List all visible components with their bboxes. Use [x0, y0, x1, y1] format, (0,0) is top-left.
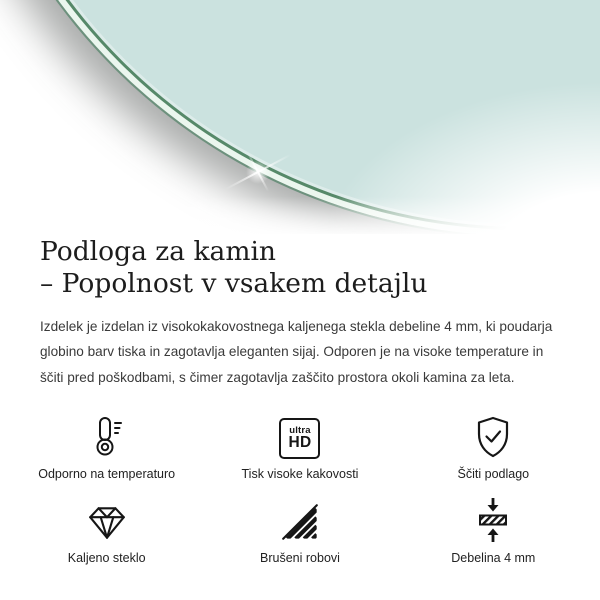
title-line-1: Podloga za kamin: [40, 236, 277, 267]
feature-tempered-glass: [10, 497, 203, 565]
page-title: [40, 236, 560, 301]
ultra-hd-badge-bottom: HD: [288, 434, 312, 452]
ultra-hd-badge: [279, 418, 320, 459]
feature-protection: [397, 413, 590, 481]
feature-label: Tisk visoke kakovosti: [241, 467, 359, 482]
feature-temperature: [10, 413, 203, 481]
feature-label: Kaljeno steklo: [67, 551, 146, 566]
feature-label: Ščiti podlago: [457, 467, 530, 482]
polished-edges-icon: [279, 497, 321, 543]
features-grid: [10, 413, 590, 565]
diamond-icon: [86, 497, 128, 543]
feature-print-quality: [203, 413, 396, 481]
product-photo: [0, 0, 600, 234]
feature-thickness: [397, 497, 590, 565]
sparkle-core: [245, 159, 271, 185]
feature-polished-edges: [203, 497, 396, 565]
content: [0, 236, 600, 565]
thermometer-icon: [85, 413, 129, 459]
title-line-2: – Popolnost v vsakem detajlu: [40, 268, 428, 300]
shield-check-icon: [472, 413, 514, 459]
feature-label: Debelina 4 mm: [451, 551, 536, 566]
feature-label: Odporno na temperaturo: [38, 467, 176, 482]
feature-label: Brušeni robovi: [260, 551, 340, 566]
ultra-hd-badge-top: ultra: [289, 424, 311, 436]
ultra-hd-icon: [279, 413, 320, 459]
product-description: Izdelek je izdelan iz visokokakovostnega kaljenega stekla debeline 4 mm, ki poudarja globino barv tiska in zagotavlja eleganten sijaj. Odporen je na visoke temperature in ščiti pred poškodbami, s čimer zagotavlja zaščito prostora okoli kamina za leta.: [40, 318, 553, 386]
thickness-icon: [472, 497, 514, 543]
